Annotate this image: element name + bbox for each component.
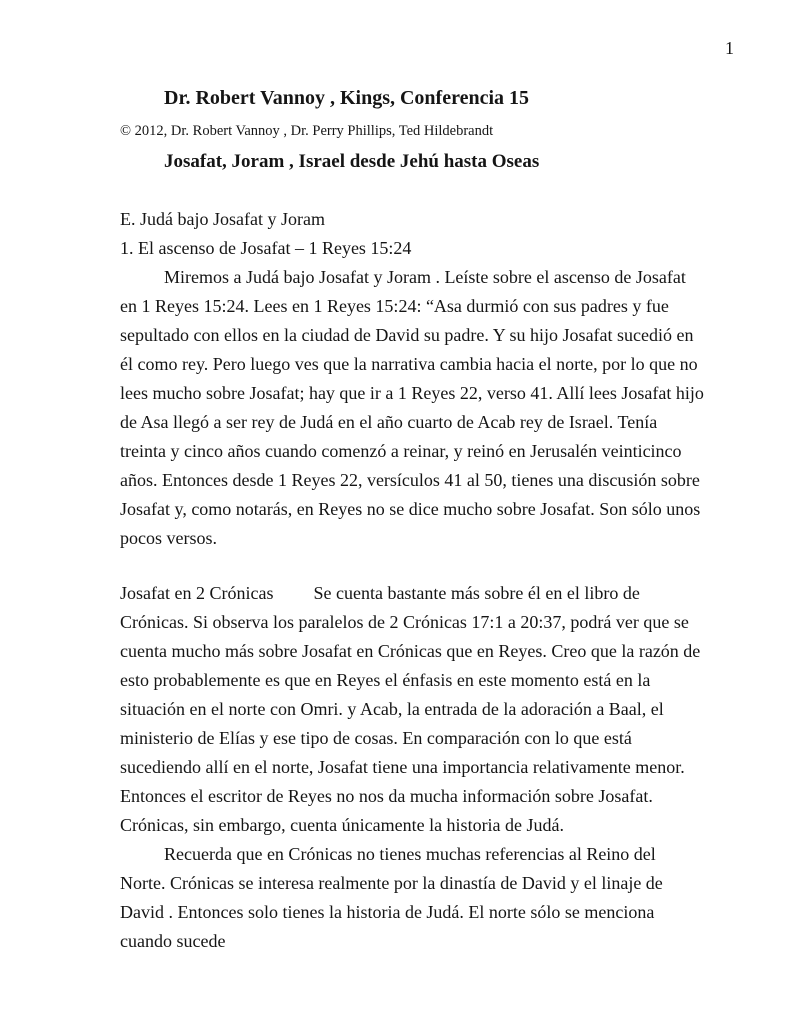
page-content <box>120 86 704 956</box>
body-text <box>120 205 704 956</box>
section-heading-e: E. Judá bajo Josafat y Joram <box>120 209 325 229</box>
paragraph-2-lead: Josafat en 2 Crónicas <box>120 583 274 603</box>
paragraph-1: Miremos a Judá bajo Josafat y Joram . Leíste sobre el ascenso de Josafat en 1 Reyes 15:24. Lees en 1 Reyes 15:24: “Asa durmió con sus padres y fue sepultado con ellos en la ciudad de David su padre. Y su hijo Josafat sucedió en él como rey. Pero luego ves que la narrativa cambia hacia el norte, por lo que no lees mucho sobre Josafat; hay que ir a 1 Reyes 22, verso 41. Allí lees Josafat hijo de Asa llegó a ser rey de Judá en el año cuarto de Acab rey de Israel. Tenía treinta y cinco años cuando comenzó a reinar, y reinó en Jerusalén veinticinco años. Entonces desde 1 Reyes 22, versículos 41 al 50, tienes una discusión sobre Josafat y, como notarás, en Reyes no se dice mucho sobre Josafat. Son sólo unos pocos versos. <box>120 267 704 548</box>
document-subtitle: Josafat, Joram , Israel desde Jehú hasta Oseas <box>164 151 540 172</box>
paragraph-2 <box>120 579 704 840</box>
paragraph-2-rest: Se cuenta bastante más sobre él en el libro de Crónicas. Si observa los paralelos de 2 Crónicas 17:1 a 20:37, podrá ver que se cuenta mucho más sobre Josafat en Crónicas que en Reyes. Creo que la razón de esto probablemente es que en Reyes el énfasis en este momento está en la situación en el norte con Omri. y Acab, la entrada de la adoración a Baal, el ministerio de Elías y ese tipo de cosas. En comparación con lo que está sucediendo allí en el norte, Josafat tiene una importancia relativamente menor. Entonces el escritor de Reyes no nos da mucha información sobre Josafat. Crónicas, sin embargo, cuenta únicamente la historia de Judá. <box>120 583 701 835</box>
paragraph-3: Recuerda que en Crónicas no tienes muchas referencias al Reino del Norte. Crónicas se interesa realmente por la dinastía de David y el linaje de David . Entonces solo tienes la historia de Judá. El norte sólo se menciona cuando sucede <box>120 844 663 951</box>
copyright-line: © 2012, Dr. Robert Vannoy , Dr. Perry Phillips, Ted Hildebrandt <box>120 123 494 139</box>
section-heading-1: 1. El ascenso de Josafat – 1 Reyes 15:24 <box>120 238 412 258</box>
document-title: Dr. Robert Vannoy , Kings, Conferencia 15 <box>164 87 530 109</box>
page-number: 1 <box>725 38 734 58</box>
